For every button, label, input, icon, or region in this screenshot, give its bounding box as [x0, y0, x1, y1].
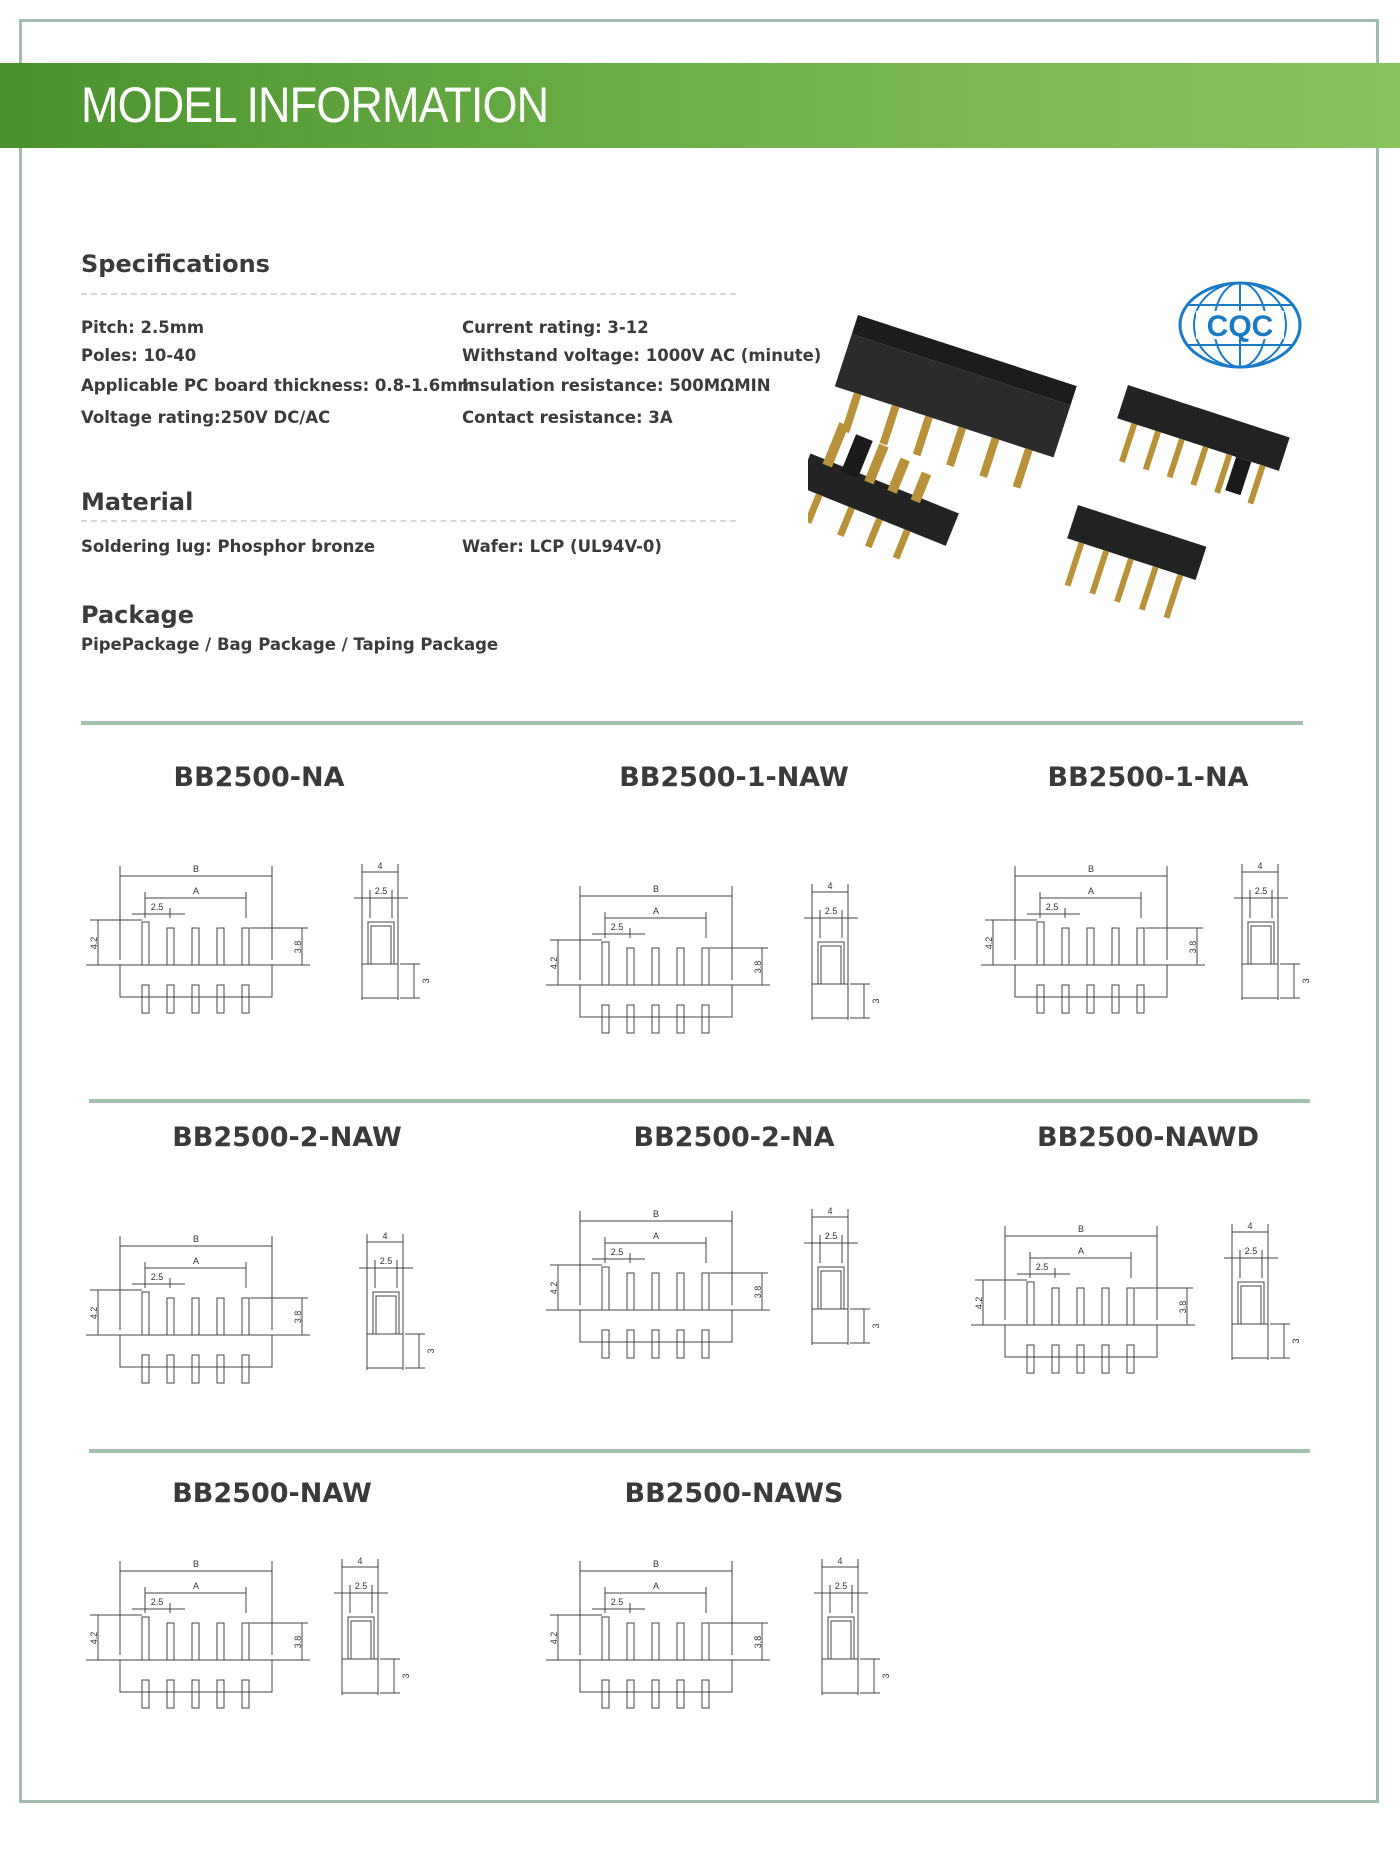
- spec-voltage-rating: Voltage rating:250V DC/AC: [81, 408, 331, 427]
- svg-text:4: 4: [837, 1556, 843, 1566]
- spec-poles: Poles: 10-40: [81, 346, 197, 365]
- svg-text:4: 4: [357, 1556, 363, 1566]
- svg-text:B: B: [652, 1209, 660, 1219]
- svg-text:2.5: 2.5: [610, 1597, 624, 1607]
- svg-text:4.2: 4.2: [549, 1281, 559, 1295]
- spec-withstand-voltage: Withstand voltage: 1000V AC (minute): [462, 346, 822, 365]
- svg-text:B: B: [1077, 1224, 1085, 1234]
- svg-text:3: 3: [426, 1348, 436, 1354]
- svg-text:3: 3: [401, 1673, 411, 1679]
- svg-text:3: 3: [1291, 1338, 1301, 1344]
- svg-text:4.2: 4.2: [549, 956, 559, 970]
- model-title: BB2500-NA: [173, 762, 345, 793]
- package-options: PipePackage / Bag Package / Taping Package: [81, 635, 499, 654]
- svg-text:4.2: 4.2: [89, 1306, 99, 1320]
- svg-text:2.5: 2.5: [1035, 1262, 1049, 1272]
- side-view-BB2500-NAWD: [1210, 1220, 1310, 1414]
- svg-text:2.5: 2.5: [374, 886, 388, 896]
- spec-insulation-resistance: Insulation resistance: 500MΩMIN: [462, 376, 771, 395]
- side-view-BB2500-1-NA: [1220, 860, 1320, 1054]
- side-view-drawing: [790, 880, 890, 1070]
- side-view-drawing: [790, 1205, 890, 1395]
- svg-text:4: 4: [1257, 861, 1263, 871]
- side-view-drawing: [320, 1555, 420, 1745]
- side-view-drawing: [800, 1555, 900, 1745]
- svg-text:2.5: 2.5: [150, 1272, 164, 1282]
- svg-text:3.8: 3.8: [293, 1310, 303, 1324]
- side-view-BB2500-2-NA: [790, 1205, 890, 1399]
- material-soldering-lug: Soldering lug: Phosphor bronze: [81, 537, 376, 556]
- svg-text:4.2: 4.2: [89, 1631, 99, 1645]
- svg-text:B: B: [192, 1234, 200, 1244]
- connector-photo-right: [1105, 385, 1290, 509]
- svg-text:4: 4: [827, 1206, 833, 1216]
- spec-current-rating: Current rating: 3-12: [462, 318, 649, 337]
- svg-text:B: B: [192, 864, 200, 874]
- svg-text:4: 4: [382, 1231, 388, 1241]
- side-view-BB2500-2-NAW: [345, 1230, 445, 1424]
- front-view-drawing: [965, 1220, 1225, 1410]
- svg-text:3.8: 3.8: [293, 1635, 303, 1649]
- svg-text:4: 4: [377, 861, 383, 871]
- svg-text:A: A: [192, 1256, 200, 1266]
- svg-text:A: A: [652, 906, 660, 916]
- front-view-drawing: [975, 860, 1235, 1050]
- material-heading: Material: [81, 488, 194, 516]
- svg-text:2.5: 2.5: [150, 902, 164, 912]
- package-heading: Package: [81, 601, 194, 629]
- side-view-drawing: [345, 1230, 445, 1420]
- svg-text:2.5: 2.5: [824, 906, 838, 916]
- svg-text:2.5: 2.5: [150, 1597, 164, 1607]
- spec-pitch: Pitch: 2.5mm: [81, 318, 205, 337]
- svg-text:2.5: 2.5: [354, 1581, 368, 1591]
- front-view-drawing: [540, 1205, 800, 1395]
- front-view-drawing: [540, 880, 800, 1070]
- svg-text:B: B: [192, 1559, 200, 1569]
- side-view-BB2500-1-NAW: [790, 880, 890, 1074]
- svg-text:3: 3: [871, 1323, 881, 1329]
- svg-text:4.2: 4.2: [974, 1296, 984, 1310]
- material-divider: [81, 520, 736, 522]
- front-view-BB2500-2-NAW: [80, 1230, 340, 1424]
- svg-text:3.8: 3.8: [753, 960, 763, 974]
- section-divider-3: [89, 1449, 1310, 1453]
- svg-text:2.5: 2.5: [1254, 886, 1268, 896]
- connector-photo-left: [808, 416, 974, 573]
- svg-text:B: B: [1087, 864, 1095, 874]
- svg-text:3.8: 3.8: [1188, 940, 1198, 954]
- svg-text:3: 3: [881, 1673, 891, 1679]
- model-title: BB2500-2-NA: [633, 1122, 835, 1153]
- spec-contact-resistance: Contact resistance: 3A: [462, 408, 673, 427]
- connector-photo-bottom: [1053, 505, 1206, 623]
- product-photo: [808, 275, 1308, 695]
- front-view-drawing: [80, 860, 340, 1050]
- model-title: BB2500-NAWS: [624, 1478, 844, 1509]
- front-view-BB2500-1-NAW: [540, 880, 800, 1074]
- svg-text:A: A: [652, 1581, 660, 1591]
- svg-text:2.5: 2.5: [1244, 1246, 1258, 1256]
- svg-text:B: B: [652, 1559, 660, 1569]
- svg-text:2.5: 2.5: [824, 1231, 838, 1241]
- svg-text:3: 3: [1301, 978, 1311, 984]
- specifications-divider: [81, 293, 736, 295]
- svg-text:2.5: 2.5: [610, 1247, 624, 1257]
- svg-text:3: 3: [421, 978, 431, 984]
- svg-text:2.5: 2.5: [610, 922, 624, 932]
- front-view-drawing: [540, 1555, 800, 1745]
- svg-text:3.8: 3.8: [1178, 1300, 1188, 1314]
- model-title: BB2500-2-NAW: [172, 1122, 402, 1153]
- svg-text:3: 3: [871, 998, 881, 1004]
- svg-text:3.8: 3.8: [753, 1285, 763, 1299]
- material-wafer: Wafer: LCP (UL94V-0): [462, 537, 662, 556]
- front-view-BB2500-NAWD: [965, 1220, 1225, 1414]
- side-view-BB2500-NA: [340, 860, 440, 1054]
- svg-text:4.2: 4.2: [984, 936, 994, 950]
- svg-text:A: A: [1087, 886, 1095, 896]
- model-title: BB2500-NAW: [172, 1478, 372, 1509]
- front-view-BB2500-1-NA: [975, 860, 1235, 1054]
- model-title: BB2500-1-NA: [1047, 762, 1249, 793]
- model-title: BB2500-NAWD: [1037, 1122, 1259, 1153]
- svg-text:3.8: 3.8: [293, 940, 303, 954]
- page-title: MODEL INFORMATION: [81, 77, 549, 133]
- svg-text:3.8: 3.8: [753, 1635, 763, 1649]
- cqc-logo-text: CQC: [1206, 310, 1274, 343]
- svg-text:4: 4: [1247, 1221, 1253, 1231]
- side-view-drawing: [340, 860, 440, 1050]
- svg-text:4.2: 4.2: [89, 936, 99, 950]
- front-view-drawing: [80, 1230, 340, 1420]
- svg-text:4.2: 4.2: [549, 1631, 559, 1645]
- svg-text:A: A: [192, 886, 200, 896]
- side-view-BB2500-NAWS: [800, 1555, 900, 1749]
- side-view-drawing: [1210, 1220, 1310, 1410]
- svg-text:4: 4: [827, 881, 833, 891]
- front-view-BB2500-NAWS: [540, 1555, 800, 1749]
- front-view-BB2500-NAW: [80, 1555, 340, 1749]
- cqc-logo-icon: [1180, 283, 1300, 367]
- section-divider-2: [89, 1099, 1310, 1103]
- front-view-BB2500-NA: [80, 860, 340, 1054]
- svg-text:A: A: [652, 1231, 660, 1241]
- section-divider-1: [81, 721, 1303, 725]
- model-title: BB2500-1-NAW: [619, 762, 849, 793]
- specifications-heading: Specifications: [81, 250, 270, 278]
- svg-text:B: B: [652, 884, 660, 894]
- svg-text:2.5: 2.5: [834, 1581, 848, 1591]
- side-view-drawing: [1220, 860, 1320, 1050]
- front-view-drawing: [80, 1555, 340, 1745]
- side-view-BB2500-NAW: [320, 1555, 420, 1749]
- spec-board-thickness: Applicable PC board thickness: 0.8-1.6mm: [81, 376, 475, 395]
- front-view-BB2500-2-NA: [540, 1205, 800, 1399]
- svg-text:2.5: 2.5: [379, 1256, 393, 1266]
- svg-text:A: A: [192, 1581, 200, 1591]
- svg-text:A: A: [1077, 1246, 1085, 1256]
- svg-text:2.5: 2.5: [1045, 902, 1059, 912]
